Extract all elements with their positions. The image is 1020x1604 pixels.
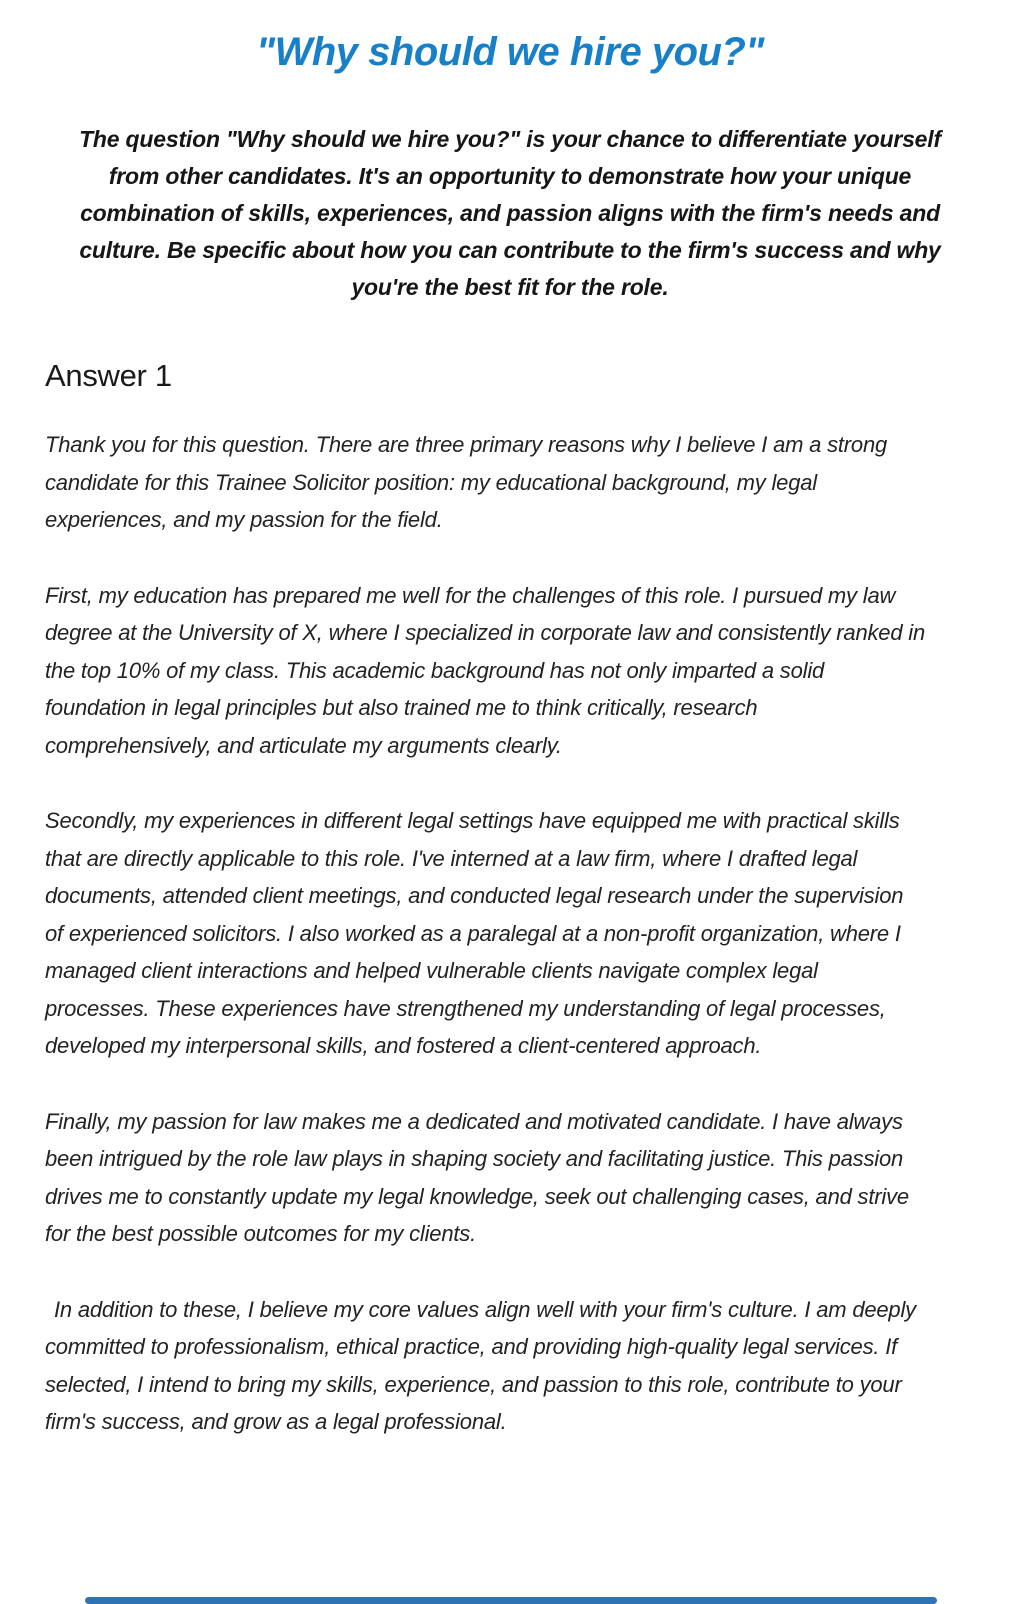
- answer-paragraph: Secondly, my experiences in different legal settings have equipped me with practical skills that are directly applicable to this role. I've interned at a law firm, where I drafted legal documents, attended client meetings, and conducted legal research under the supervision of experienced solicitors. I also worked as a paralegal at a non-profit organization, where I managed client interactions and helped vulnerable clients navigate complex legal processes. These experiences have strengthened my understanding of legal processes, developed my interpersonal skills, and fostered a client-centered approach.: [45, 808, 904, 1058]
- bottom-accent-bar: [85, 1597, 937, 1604]
- answer-paragraph: First, my education has prepared me well for the challenges of this role. I pursued my law degree at the University of X, where I specialized in corporate law and consistently ranked in the top 10% of my class. This academic background has not only imparted a solid foundation in legal principles but also trained me to think critically, research comprehensively, and articulate my arguments clearly.: [45, 582, 926, 758]
- answer-heading: Answer 1: [45, 358, 172, 393]
- answer-body: [45, 426, 975, 1441]
- document-title: "Why should we hire you?": [256, 30, 764, 74]
- intro-paragraph: The question "Why should we hire you?" is your chance to differentiate yourself from other candidates. It's an opportunity to demonstrate how your unique combination of skills, experiences, and passion aligns with the firm's needs and culture. Be specific about how you can contribute to the firm's success and why you're the best fit for the role.: [79, 126, 941, 300]
- answer-paragraph: In addition to these, I believe my core values align well with your firm's culture. I am deeply committed to professionalism, ethical practice, and providing high-quality legal services. If selected, I intend to bring my skills, experience, and passion to this role, contribute to your firm's success, and grow as a legal professional.: [45, 1296, 916, 1434]
- answer-paragraph: Finally, my passion for law makes me a dedicated and motivated candidate. I have always been intrigued by the role law plays in shaping society and facilitating justice. This passion drives me to constantly update my legal knowledge, seek out challenging cases, and strive for the best possible outcomes for my clients.: [45, 1108, 909, 1246]
- answer-paragraph: Thank you for this question. There are three primary reasons why I believe I am a strong candidate for this Trainee Solicitor position: my educational background, my legal experiences, and my passion for the field.: [45, 432, 888, 532]
